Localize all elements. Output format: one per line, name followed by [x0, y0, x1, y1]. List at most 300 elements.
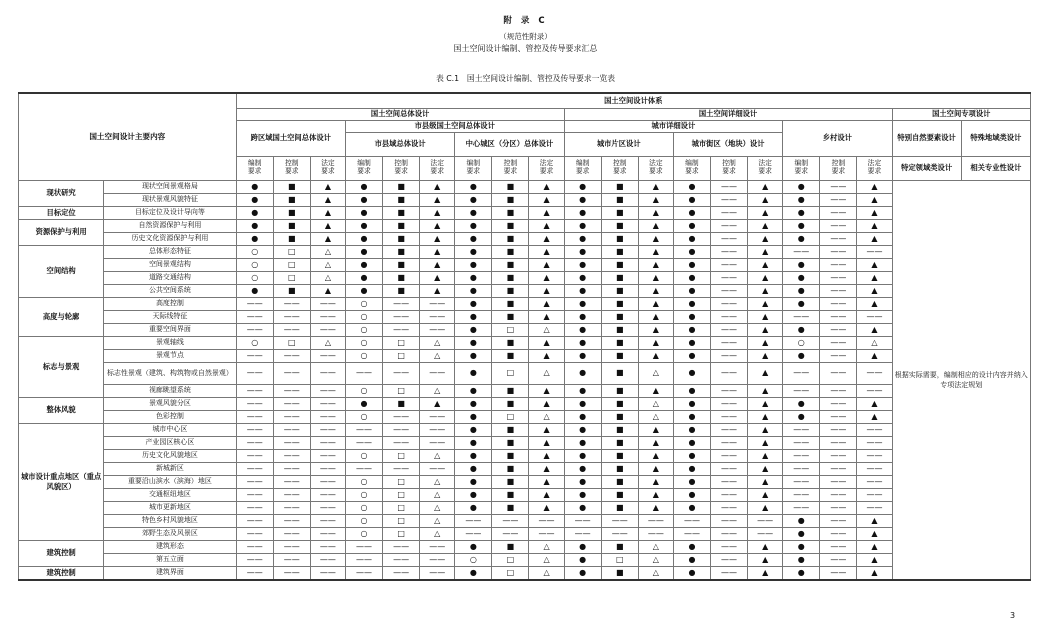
requirement-symbol: ——: [236, 323, 273, 336]
requirement-symbol: ■: [383, 206, 420, 219]
requirement-symbol: ▲: [857, 232, 892, 245]
requirement-symbol: □: [383, 336, 420, 349]
req-label-line: 编制: [247, 159, 262, 168]
req-label-header: [638, 156, 673, 180]
table-row: [19, 462, 1031, 475]
requirement-symbol: ●: [236, 232, 273, 245]
requirement-symbol: ○: [345, 501, 382, 514]
requirement-symbol: ○: [345, 410, 382, 423]
requirement-symbol: ▲: [529, 271, 564, 284]
requirement-symbol: ■: [383, 271, 420, 284]
content-item: 空间景观结构: [104, 258, 236, 271]
requirement-symbol: ——: [345, 462, 382, 475]
requirement-symbol: △: [529, 362, 564, 384]
requirement-symbol: ▲: [420, 245, 455, 258]
req-label-header: [748, 156, 783, 180]
requirement-symbol: ——: [820, 384, 857, 397]
requirement-symbol: ●: [455, 271, 492, 284]
requirement-symbol: ●: [345, 206, 382, 219]
content-item: 视廊眺望系统: [104, 384, 236, 397]
requirement-symbol: ——: [236, 488, 273, 501]
requirement-symbol: ——: [310, 436, 345, 449]
requirements-table: [18, 92, 1031, 581]
requirement-symbol: ■: [601, 245, 638, 258]
requirement-symbol: ——: [711, 271, 748, 284]
requirement-symbol: ■: [492, 310, 529, 323]
requirement-symbol: ▲: [529, 206, 564, 219]
requirement-symbol: ▲: [529, 193, 564, 206]
requirement-symbol: □: [383, 514, 420, 527]
requirement-symbol: ○: [783, 336, 820, 349]
requirement-symbol: ——: [236, 349, 273, 362]
requirement-symbol: ●: [673, 397, 710, 410]
requirement-symbol: ■: [492, 258, 529, 271]
requirement-symbol: ○: [236, 245, 273, 258]
table-row: [19, 423, 1031, 436]
requirement-symbol: ——: [748, 527, 783, 540]
requirement-symbol: ■: [601, 397, 638, 410]
requirement-symbol: ▲: [748, 349, 783, 362]
requirement-symbol: ●: [564, 462, 601, 475]
subgroup-header: 乡村设计: [783, 120, 892, 156]
req-label-line: 要求: [539, 167, 554, 175]
requirement-symbol: ●: [564, 540, 601, 553]
requirement-symbol: ●: [236, 284, 273, 297]
requirement-symbol: ▲: [529, 475, 564, 488]
requirement-symbol: ▲: [857, 540, 892, 553]
requirement-symbol: ■: [492, 180, 529, 193]
requirement-symbol: ●: [673, 336, 710, 349]
requirement-symbol: △: [420, 384, 455, 397]
requirement-symbol: ●: [564, 553, 601, 566]
requirement-symbol: ——: [273, 349, 310, 362]
requirement-symbol: ——: [820, 349, 857, 362]
requirement-symbol: ——: [783, 462, 820, 475]
page-number: 3: [1010, 611, 1016, 620]
requirement-symbol: ▲: [748, 362, 783, 384]
requirement-symbol: ▲: [310, 284, 345, 297]
req-label-line: 要求: [394, 167, 408, 175]
requirement-symbol: ——: [783, 475, 820, 488]
requirement-symbol: □: [383, 349, 420, 362]
subgroup-header: 特别自然要素设计: [892, 120, 961, 156]
requirement-symbol: ——: [310, 410, 345, 423]
requirement-symbol: ▲: [857, 323, 892, 336]
requirement-symbol: ●: [564, 180, 601, 193]
requirement-symbol: ●: [673, 410, 710, 423]
requirement-symbol: ▲: [529, 488, 564, 501]
requirement-symbol: ——: [273, 540, 310, 553]
requirement-symbol: ●: [455, 397, 492, 410]
requirement-symbol: ▲: [857, 527, 892, 540]
requirement-symbol: ■: [383, 232, 420, 245]
content-item: 城市中心区: [104, 423, 236, 436]
requirement-symbol: ●: [673, 423, 710, 436]
requirement-symbol: ■: [601, 232, 638, 245]
requirement-symbol: ▲: [748, 206, 783, 219]
requirement-symbol: ●: [673, 258, 710, 271]
requirement-symbol: ——: [236, 553, 273, 566]
requirement-symbol: △: [638, 540, 673, 553]
requirement-symbol: ■: [383, 284, 420, 297]
requirement-symbol: ——: [383, 540, 420, 553]
requirement-symbol: ■: [601, 206, 638, 219]
requirement-symbol: ●: [783, 527, 820, 540]
requirement-symbol: ——: [236, 423, 273, 436]
requirement-symbol: ▲: [748, 436, 783, 449]
requirement-symbol: ——: [492, 527, 529, 540]
requirement-symbol: ●: [455, 297, 492, 310]
requirement-symbol: ——: [711, 336, 748, 349]
req-label-line: 编制: [357, 159, 371, 168]
content-item: 重要沿山滨水（滨海）地区: [104, 475, 236, 488]
requirement-symbol: ——: [310, 323, 345, 336]
requirement-symbol: ——: [638, 514, 673, 527]
req-label-header: [529, 156, 564, 180]
requirement-symbol: ▲: [529, 180, 564, 193]
requirement-symbol: ▲: [748, 397, 783, 410]
requirement-symbol: ●: [673, 540, 710, 553]
req-label-header: [455, 156, 492, 180]
req-label-header: [820, 156, 857, 180]
requirement-symbol: ■: [492, 488, 529, 501]
requirement-symbol: ▲: [857, 553, 892, 566]
content-item: 郊野生态及风景区: [104, 527, 236, 540]
requirement-symbol: ■: [601, 284, 638, 297]
requirement-symbol: ●: [564, 232, 601, 245]
requirement-symbol: ■: [492, 436, 529, 449]
requirement-symbol: ——: [236, 527, 273, 540]
requirement-symbol: ▲: [638, 271, 673, 284]
requirement-symbol: ▲: [638, 219, 673, 232]
requirement-symbol: ●: [455, 245, 492, 258]
requirement-symbol: ——: [383, 566, 420, 580]
requirement-symbol: ■: [492, 397, 529, 410]
requirement-symbol: □: [383, 501, 420, 514]
appendix-label: 附 录 C: [503, 16, 548, 26]
requirement-symbol: △: [857, 336, 892, 349]
req-label-line: 要求: [285, 167, 299, 175]
req-label-line: 要求: [722, 167, 736, 175]
requirement-symbol: ●: [783, 297, 820, 310]
requirement-symbol: ●: [236, 193, 273, 206]
requirement-symbol: ——: [420, 323, 455, 336]
requirement-symbol: ——: [529, 527, 564, 540]
requirement-symbol: ▲: [857, 410, 892, 423]
group-header: 国土空间详细设计: [564, 108, 892, 120]
requirement-symbol: ——: [492, 514, 529, 527]
requirement-symbol: ——: [820, 245, 857, 258]
req-label-line: 要求: [466, 167, 481, 175]
requirement-symbol: □: [273, 258, 310, 271]
requirement-symbol: ●: [564, 336, 601, 349]
req-label-line: 控制: [831, 159, 846, 168]
requirement-symbol: ——: [820, 397, 857, 410]
requirement-symbol: ▲: [638, 206, 673, 219]
content-item: 标志性景观（建筑、构筑物或自然景观）: [104, 362, 236, 384]
requirement-symbol: ▲: [638, 193, 673, 206]
requirement-symbol: ——: [711, 436, 748, 449]
req-label-line: 法定: [430, 159, 445, 168]
requirement-symbol: ——: [711, 488, 748, 501]
requirement-symbol: ——: [236, 397, 273, 410]
requirement-symbol: ▲: [529, 349, 564, 362]
requirement-symbol: ■: [601, 488, 638, 501]
requirement-symbol: ■: [492, 245, 529, 258]
requirement-symbol: ——: [711, 501, 748, 514]
req-label-header: [711, 156, 748, 180]
requirement-symbol: ——: [711, 284, 748, 297]
req-label-line: 要求: [612, 167, 627, 175]
requirement-symbol: ○: [236, 271, 273, 284]
requirement-symbol: ●: [455, 349, 492, 362]
table-row: [19, 232, 1031, 245]
requirement-symbol: ●: [673, 501, 710, 514]
table-row: [19, 566, 1031, 580]
table-row: [19, 488, 1031, 501]
requirement-symbol: ●: [673, 475, 710, 488]
table-row: [19, 271, 1031, 284]
category-cell: 高度与轮廓: [19, 297, 104, 336]
requirement-symbol: ■: [601, 271, 638, 284]
requirement-symbol: △: [420, 527, 455, 540]
requirement-symbol: ▲: [748, 284, 783, 297]
requirement-symbol: ■: [492, 284, 529, 297]
requirement-symbol: ■: [601, 566, 638, 580]
requirement-symbol: ▲: [420, 193, 455, 206]
requirement-symbol: ——: [820, 232, 857, 245]
requirement-symbol: ——: [857, 501, 892, 514]
requirement-symbol: ●: [455, 475, 492, 488]
requirement-symbol: ●: [783, 180, 820, 193]
requirement-symbol: ●: [455, 423, 492, 436]
requirement-symbol: ▲: [638, 436, 673, 449]
requirement-symbol: ●: [673, 219, 710, 232]
group-header: 国土空间专项设计: [892, 108, 1030, 120]
column-header: 市县域总体设计: [345, 132, 454, 156]
requirement-symbol: ▲: [310, 193, 345, 206]
requirement-symbol: ——: [820, 206, 857, 219]
requirement-symbol: ▲: [310, 232, 345, 245]
requirement-symbol: ——: [273, 475, 310, 488]
requirement-symbol: ——: [820, 336, 857, 349]
requirement-symbol: ▲: [420, 271, 455, 284]
requirement-symbol: ——: [273, 488, 310, 501]
requirement-symbol: ——: [783, 245, 820, 258]
requirement-symbol: ●: [455, 449, 492, 462]
requirement-symbol: □: [492, 362, 529, 384]
requirement-symbol: △: [420, 336, 455, 349]
requirement-symbol: ——: [236, 501, 273, 514]
requirement-symbol: ——: [236, 566, 273, 580]
requirement-symbol: ——: [383, 297, 420, 310]
requirement-symbol: ——: [820, 566, 857, 580]
requirement-symbol: ▲: [857, 271, 892, 284]
requirement-symbol: ●: [455, 284, 492, 297]
requirement-symbol: ——: [236, 475, 273, 488]
req-label-line: 控制: [722, 159, 736, 168]
requirement-symbol: △: [310, 271, 345, 284]
requirement-symbol: △: [529, 410, 564, 423]
requirement-symbol: ●: [673, 232, 710, 245]
requirement-symbol: □: [601, 553, 638, 566]
requirement-symbol: ——: [345, 423, 382, 436]
requirement-symbol: ●: [673, 566, 710, 580]
requirement-symbol: ■: [492, 336, 529, 349]
requirement-symbol: ▲: [857, 180, 892, 193]
requirement-symbol: ——: [711, 323, 748, 336]
requirement-symbol: ——: [273, 384, 310, 397]
requirement-symbol: ●: [564, 423, 601, 436]
requirement-symbol: ▲: [529, 258, 564, 271]
requirement-symbol: ■: [601, 219, 638, 232]
requirement-symbol: ——: [345, 566, 382, 580]
requirement-symbol: ——: [711, 462, 748, 475]
requirement-symbol: ■: [273, 232, 310, 245]
requirement-symbol: ■: [601, 193, 638, 206]
requirement-symbol: ▲: [748, 410, 783, 423]
requirement-symbol: △: [638, 362, 673, 384]
requirement-symbol: ●: [455, 219, 492, 232]
requirement-symbol: ■: [273, 193, 310, 206]
requirement-symbol: ▲: [748, 258, 783, 271]
requirement-symbol: ●: [455, 384, 492, 397]
requirement-symbol: ○: [345, 384, 382, 397]
requirement-symbol: ●: [455, 566, 492, 580]
requirement-symbol: ——: [711, 384, 748, 397]
requirement-symbol: ▲: [857, 284, 892, 297]
requirement-symbol: ■: [492, 193, 529, 206]
requirement-symbol: ■: [601, 297, 638, 310]
requirement-symbol: ■: [383, 258, 420, 271]
requirement-symbol: ■: [383, 245, 420, 258]
requirement-symbol: ——: [310, 297, 345, 310]
requirement-symbol: ▲: [529, 297, 564, 310]
requirement-symbol: ——: [310, 397, 345, 410]
group-header: 国土空间总体设计: [236, 108, 564, 120]
requirement-symbol: ○: [345, 488, 382, 501]
requirement-symbol: ●: [673, 436, 710, 449]
requirement-symbol: ▲: [310, 206, 345, 219]
requirement-symbol: ——: [310, 566, 345, 580]
requirement-symbol: ●: [455, 180, 492, 193]
requirement-symbol: ■: [601, 475, 638, 488]
content-item: 建筑形态: [104, 540, 236, 553]
requirement-symbol: ——: [273, 462, 310, 475]
requirement-symbol: ●: [673, 323, 710, 336]
requirement-symbol: ●: [236, 180, 273, 193]
requirement-symbol: ■: [601, 258, 638, 271]
content-item: 景观轴线: [104, 336, 236, 349]
requirement-symbol: ●: [673, 488, 710, 501]
requirement-symbol: ■: [273, 219, 310, 232]
requirement-symbol: ——: [273, 501, 310, 514]
requirement-symbol: ■: [492, 540, 529, 553]
req-label-line: 法定: [539, 159, 554, 168]
requirement-symbol: ——: [383, 436, 420, 449]
table-row: [19, 297, 1031, 310]
requirement-symbol: ——: [820, 193, 857, 206]
requirement-symbol: ●: [673, 206, 710, 219]
req-label-header: [273, 156, 310, 180]
requirement-symbol: ○: [345, 527, 382, 540]
requirement-symbol: ●: [564, 488, 601, 501]
requirement-symbol: ——: [820, 514, 857, 527]
requirement-symbol: ●: [564, 206, 601, 219]
requirement-symbol: △: [529, 566, 564, 580]
requirement-symbol: ▲: [638, 245, 673, 258]
content-item: 自然资源保护与利用: [104, 219, 236, 232]
requirement-symbol: ——: [783, 310, 820, 323]
requirement-symbol: ▲: [638, 336, 673, 349]
requirement-symbol: ●: [564, 297, 601, 310]
req-label-line: 要求: [430, 167, 445, 175]
requirement-symbol: ——: [310, 423, 345, 436]
requirement-symbol: ▲: [638, 297, 673, 310]
req-label-header: [383, 156, 420, 180]
requirement-symbol: ——: [711, 514, 748, 527]
requirement-symbol: ——: [783, 449, 820, 462]
requirement-symbol: △: [420, 488, 455, 501]
requirement-symbol: ▲: [748, 271, 783, 284]
category-cell: 城市设计重点地区（重点风貌区）: [19, 423, 104, 540]
requirement-symbol: ●: [455, 193, 492, 206]
requirement-symbol: ○: [345, 336, 382, 349]
requirement-symbol: ——: [273, 449, 310, 462]
requirement-symbol: ——: [820, 436, 857, 449]
requirement-symbol: ▲: [529, 501, 564, 514]
requirement-symbol: ——: [383, 553, 420, 566]
requirement-symbol: ——: [638, 527, 673, 540]
subgroup-header: 特殊地域类设计: [961, 120, 1030, 156]
requirement-symbol: ——: [820, 553, 857, 566]
req-label-line: 要求: [794, 167, 809, 175]
requirement-symbol: □: [273, 245, 310, 258]
table-row: [19, 501, 1031, 514]
requirement-symbol: ▲: [748, 566, 783, 580]
content-item: 高度控制: [104, 297, 236, 310]
requirement-symbol: ——: [711, 362, 748, 384]
requirement-symbol: ■: [492, 297, 529, 310]
requirement-symbol: ▲: [529, 449, 564, 462]
requirement-symbol: ●: [455, 436, 492, 449]
requirement-symbol: △: [420, 349, 455, 362]
appendix-nature: （规范性附录）: [499, 32, 552, 41]
req-label-line: 要求: [649, 167, 663, 175]
requirement-symbol: ●: [345, 284, 382, 297]
requirement-symbol: ▲: [638, 310, 673, 323]
requirement-symbol: ——: [273, 527, 310, 540]
requirement-symbol: ●: [564, 410, 601, 423]
requirement-symbol: ●: [673, 362, 710, 384]
requirement-symbol: ●: [455, 232, 492, 245]
requirement-symbol: ——: [783, 488, 820, 501]
requirement-symbol: ——: [273, 553, 310, 566]
req-label-line: 要求: [685, 167, 699, 175]
requirement-symbol: ——: [783, 362, 820, 384]
requirement-symbol: ——: [857, 488, 892, 501]
requirement-symbol: ▲: [748, 449, 783, 462]
requirement-symbol: ●: [345, 193, 382, 206]
table-row: [19, 540, 1031, 553]
requirement-symbol: ●: [455, 501, 492, 514]
requirement-symbol: ——: [711, 245, 748, 258]
requirement-symbol: ●: [455, 362, 492, 384]
requirement-symbol: ▲: [748, 488, 783, 501]
requirement-symbol: ——: [601, 527, 638, 540]
column-header: 中心城区（分区）总体设计: [455, 132, 564, 156]
requirement-symbol: ——: [857, 436, 892, 449]
